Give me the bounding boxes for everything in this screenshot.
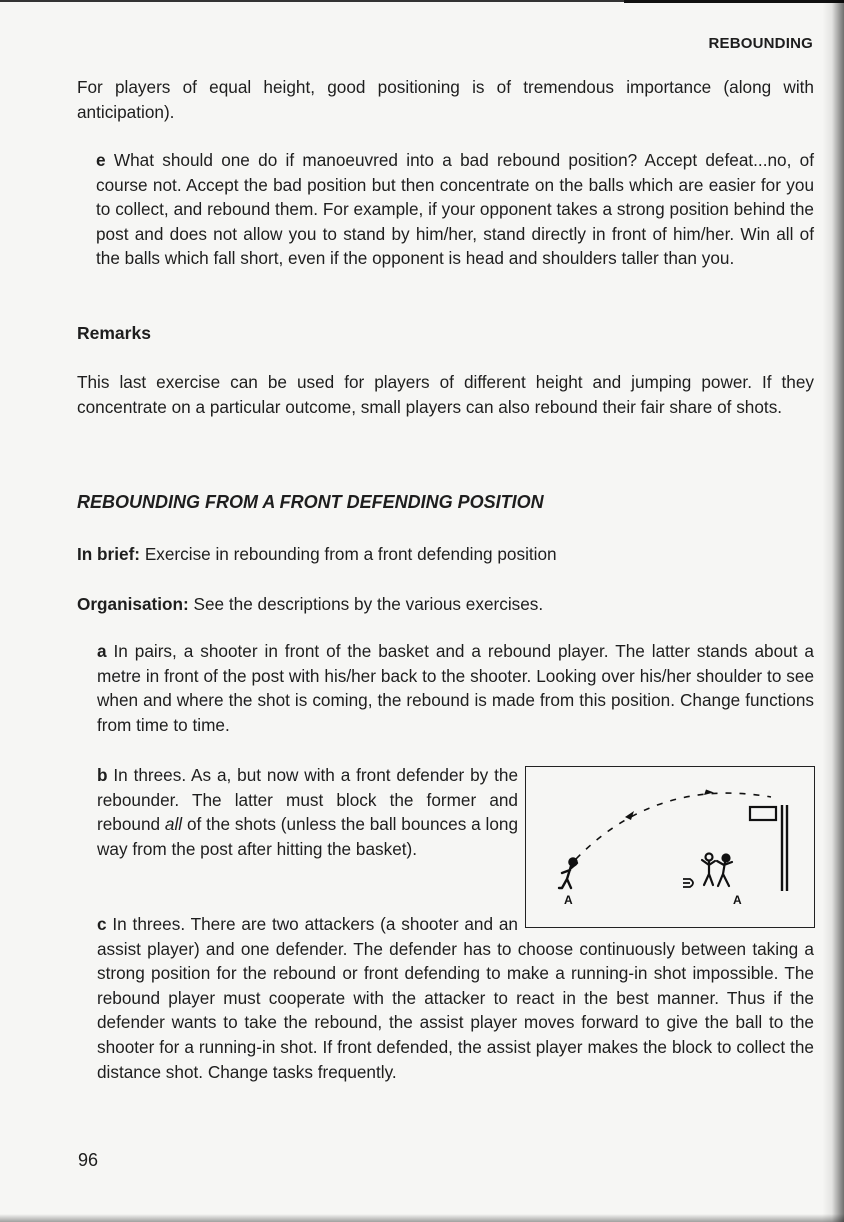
exercise-e-label: e <box>96 150 106 170</box>
rebound-diagram <box>525 766 815 928</box>
remarks-paragraph: This last exercise can be used for players of different height and jumping power. If they concentrate on a particular outcome, small players can also rebound their fair share of shots. <box>77 372 814 417</box>
remarks-heading: Remarks <box>77 323 151 343</box>
organisation-text: See the descriptions by the various exercises. <box>193 594 544 614</box>
exercise-e-text: What should one do if manoeuvred into a bad rebound position? Accept defeat...no, of course not. Accept the bad position but then concentrate on the balls which are easier for you to collect, and rebound them. For example, if your opponent takes a strong position behind the post and does not allow you to stand by him/her, stand directly in front of him/her. Win all of the balls which fall short, even if the opponent is head and shoulders taller than you. <box>96 150 814 269</box>
section-title: REBOUNDING FROM A FRONT DEFENDING POSITION <box>77 492 544 512</box>
in-brief-label: In brief: <box>77 544 141 564</box>
shooter-figure-icon <box>559 858 577 888</box>
diagram-drawing <box>526 767 813 926</box>
exercise-c-text: In threes. There are two attackers (a shooter and an assist player) and one defender. The defender has to choose continuously between taking a strong position for the rebound or front defending to make a running-in shot impossible. The rebound player must cooperate with the attacker to react in the best manner. Thus if the defender wants to take the rebound, the assist player moves forward to give the ball to the shooter for a running-in shot. If front defended, the assist player makes the block to collect the distance shot. Change tasks frequently. <box>97 914 814 1082</box>
exercise-b-text-before: In threes. As a, but now with a front defender by the rebounder. The latter must block the former and rebound <box>97 765 519 835</box>
exercise-c-label: c <box>97 914 107 934</box>
exercise-b-emphasis: all <box>164 814 183 835</box>
in-brief-line <box>77 542 814 567</box>
defender-symbol-icon <box>683 879 693 887</box>
exercise-b-text-after: of the shots (unless the ball bounces a long way from the post after hitting the basket). <box>97 814 519 859</box>
front-defender-figure-icon <box>717 855 732 887</box>
exercise-e-paragraph <box>96 148 814 271</box>
top-rule <box>0 0 624 2</box>
page-bottom-shadow <box>0 1214 844 1222</box>
in-brief-text: Exercise in rebounding from a front defending position <box>144 544 557 564</box>
organisation-line <box>77 592 814 617</box>
organisation-label: Organisation: <box>77 594 189 614</box>
running-header: REBOUNDING <box>708 35 813 52</box>
page-binding-shadow <box>822 0 844 1222</box>
exercise-b-label: b <box>97 765 108 785</box>
exercise-a-text: In pairs, a shooter in front of the basket and a rebound player. The latter stands about a metre in front of the post with his/her back to the shooter. Looking over his/her shoulder to see when and where the shot is coming, the rebound is made from this position. Change functions from time to time. <box>97 641 814 735</box>
intro-paragraph: For players of equal height, good positioning is of tremendous importance (along with anticipation). <box>77 77 814 122</box>
exercise-a-label: a <box>97 641 107 661</box>
shot-trajectory <box>576 793 771 859</box>
attacker-label: A <box>733 893 742 907</box>
diagram-wrap-spacer <box>518 912 814 932</box>
exercise-a-paragraph <box>97 639 814 737</box>
page-number: 96 <box>78 1150 99 1170</box>
basket-icon <box>750 807 776 820</box>
exercise-b-paragraph <box>97 763 518 861</box>
top-rule-right <box>624 0 844 3</box>
exercise-c-paragraph <box>97 912 814 1084</box>
rebounder-figure-icon <box>702 854 715 886</box>
shooter-label: A <box>564 893 573 907</box>
